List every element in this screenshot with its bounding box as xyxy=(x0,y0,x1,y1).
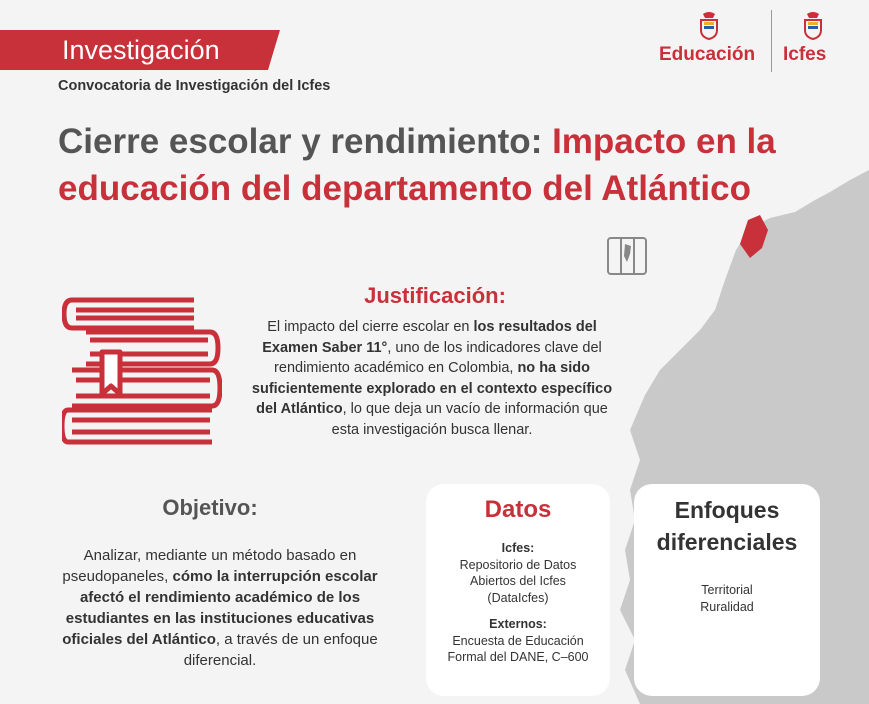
justification-text-part: , lo que deja un vacío de información que esta investigación busca llenar. xyxy=(331,401,608,438)
icfes-source-line: Repositorio de Datos xyxy=(459,557,577,572)
approach-item: Territorial xyxy=(701,583,753,597)
justification-heading: Justificación: xyxy=(364,283,506,308)
external-source-line: Encuesta de Educación xyxy=(452,633,584,648)
data-card xyxy=(426,484,610,696)
coat-of-arms-icon xyxy=(799,10,827,40)
education-logo: Educación xyxy=(659,44,756,65)
external-source-label: Externos: xyxy=(489,617,547,631)
objective-text xyxy=(48,545,392,671)
approaches-list xyxy=(634,582,820,615)
justification-bold-part: los resultados del Examen Saber 11° xyxy=(262,319,597,356)
icfes-logo: Icfes xyxy=(783,44,827,65)
logo-divider xyxy=(771,10,772,72)
justification-text-part: El impacto del cierre escolar en xyxy=(267,319,474,335)
map-icon xyxy=(606,236,648,276)
justification-text-part: , uno de los indicadores clave del rendimiento académico en Colombia, xyxy=(274,339,602,376)
icfes-source-line: Abiertos del Icfes xyxy=(470,574,566,588)
objective-text-part: , a través de un enfoque diferencial. xyxy=(183,631,378,669)
approaches-heading-line: diferenciales xyxy=(656,529,798,555)
call-subtitle: Convocatoria de Investigación del Icfes xyxy=(58,78,331,94)
approaches-heading xyxy=(634,494,820,558)
external-source-line: Formal del DANE, C–600 xyxy=(447,650,589,664)
objective-text-part: Analizar, mediante un método basado en pseudopaneles, xyxy=(62,547,357,585)
title-part-gray: Cierre escolar y rendimiento: xyxy=(58,122,553,161)
justification-bold-part: no ha sido suficientemente explorado en el contexto específico del Atlántico xyxy=(251,360,613,417)
objective-bold-part: cómo la interrupción escolar afectó el rendimiento académico de los estudiantes en las instituciones educativas oficiales del Atlántico xyxy=(62,568,378,648)
approaches-heading-line: Enfoques xyxy=(674,497,780,523)
approaches-card xyxy=(634,484,820,696)
icfes-source-line: (DataIcfes) xyxy=(487,590,549,605)
coat-of-arms-icon xyxy=(695,10,723,40)
approach-item: Ruralidad xyxy=(700,599,754,614)
logo-group xyxy=(659,8,839,74)
icfes-source-label: Icfes: xyxy=(501,541,535,555)
data-card-heading: Datos xyxy=(484,496,552,523)
data-card-body xyxy=(426,540,610,666)
section-label: Investigación xyxy=(62,35,220,65)
objective-heading: Objetivo: xyxy=(162,495,258,520)
books-icon xyxy=(62,296,222,446)
justification-text xyxy=(248,317,616,440)
title-part-red: Impacto en la educación del departamento del Atlántico xyxy=(58,122,776,208)
